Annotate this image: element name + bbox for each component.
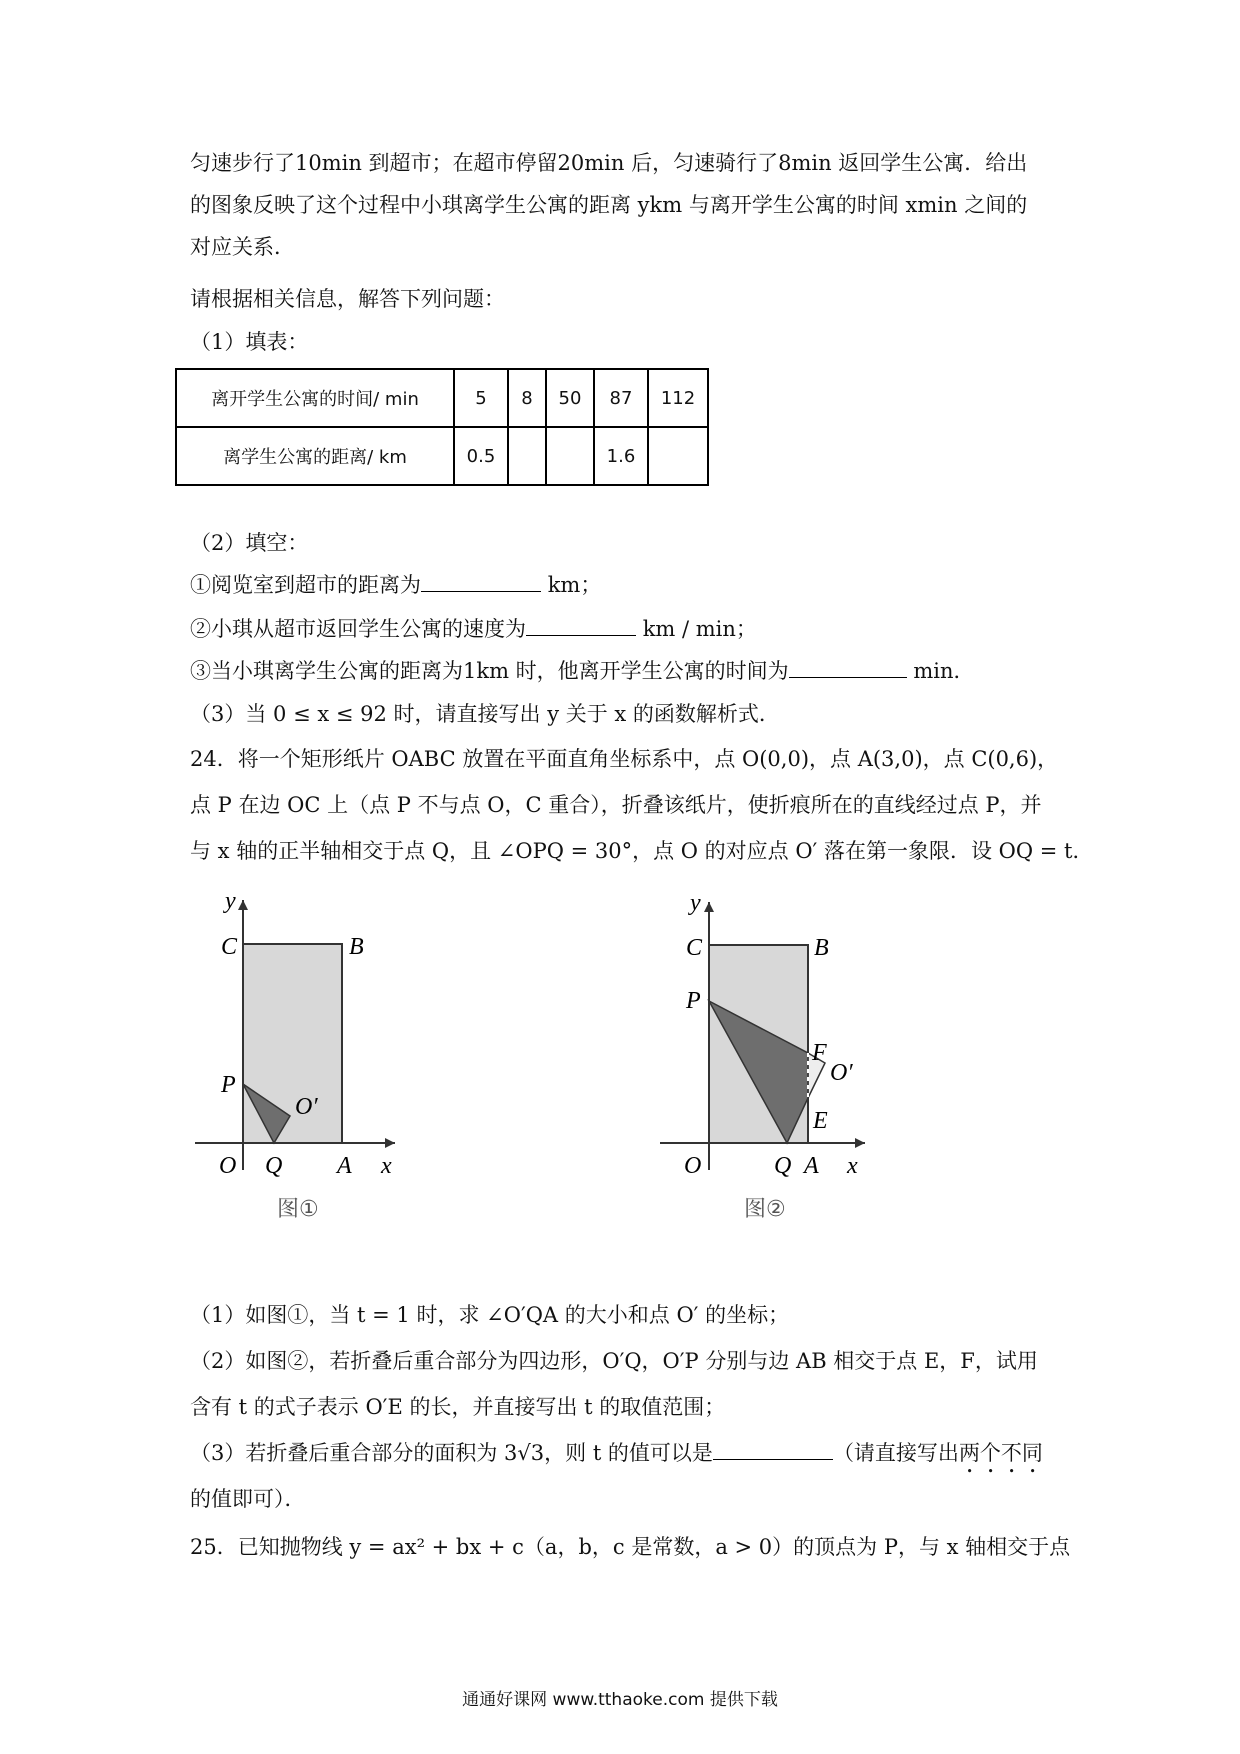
table-row: [176, 427, 708, 485]
table-cell-blank[interactable]: [648, 427, 708, 485]
problem-text: 点 P 在边 OC 上（点 P 不与点 O，C 重合），折叠该纸片，使折痕所在的直线经过点 P，并: [190, 793, 1042, 817]
label-c: C: [221, 934, 238, 960]
label-e: E: [813, 1108, 828, 1134]
x-axis-arrow: [855, 1138, 865, 1148]
table-header-cell: 离开学生公寓的时间/ min: [176, 369, 454, 427]
answer-blank[interactable]: [526, 615, 636, 636]
blank-prefix: ③当小琪离学生公寓的距离为1km 时，他离开学生公寓的时间为: [190, 659, 789, 683]
blank-prefix: ②小琪从超市返回学生公寓的速度为: [190, 617, 526, 641]
blank-unit: km / min；: [642, 617, 757, 641]
answer-blank[interactable]: [421, 571, 541, 592]
question-label: （2）填空：: [190, 531, 309, 555]
blank-unit: km；: [547, 573, 602, 597]
problem-text: 与 x 轴的正半轴相交于点 Q，且 ∠OPQ = 30°，点 O 的对应点 O′ 落在第一象限．设 OQ = t．: [190, 839, 1094, 863]
label-o-prime: O′: [295, 1094, 318, 1120]
question-label: （1）填表：: [190, 330, 309, 354]
label-p: P: [686, 988, 701, 1014]
label-o: O: [219, 1153, 237, 1179]
figure-caption: 图①: [277, 1197, 319, 1222]
label-y: y: [690, 890, 701, 916]
text-line: 请根据相关信息，解答下列问题：: [190, 287, 505, 311]
blank-suffix: （请直接写出: [832, 1441, 959, 1465]
label-o-prime: O′: [830, 1060, 853, 1086]
fill-in-table: [175, 368, 709, 486]
answer-blank[interactable]: [789, 657, 907, 678]
figure-2: [650, 880, 890, 1230]
footer-text: 通通好课网 www.tthaoke.com 提供下载: [462, 1690, 778, 1710]
text-line: 匀速步行了10min 到超市；在超市停留20min 后，匀速骑行了8min 返回学生公寓．给出: [190, 151, 1028, 175]
label-f: F: [812, 1040, 827, 1066]
sub-question: （1）如图①，当 t = 1 时，求 ∠O′QA 的大小和点 O′ 的坐标；: [190, 1303, 790, 1327]
table-cell-blank[interactable]: [546, 427, 594, 485]
question-label: （3）当 0 ≤ x ≤ 92 时，请直接写出 y 关于 x 的函数解析式．: [190, 702, 780, 726]
fill-blank-line: [190, 656, 975, 686]
label-x: x: [847, 1153, 858, 1179]
blank-prefix: （3）若折叠后重合部分的面积为 3√3，则 t 的值可以是: [190, 1441, 713, 1465]
table-cell-blank[interactable]: [508, 427, 546, 485]
label-b: B: [814, 935, 829, 961]
table-cell: 112: [648, 369, 708, 427]
label-p: P: [221, 1072, 236, 1098]
sub-question: 的值即可）．: [190, 1487, 306, 1511]
sub-question: （2）如图②，若折叠后重合部分为四边形，O′Q，O′P 分别与边 AB 相交于点 E，F，试用: [190, 1349, 1038, 1373]
table-row: [176, 369, 708, 427]
text-line: 的图象反映了这个过程中小琪离学生公寓的距离 ykm 与离开学生公寓的时间 xmin 之间的: [190, 193, 1028, 217]
blank-prefix: ①阅览室到超市的距离为: [190, 573, 421, 597]
label-b: B: [349, 934, 364, 960]
y-axis-arrow: [704, 902, 714, 912]
table-cell: 87: [594, 369, 648, 427]
emphasis-text: 两个不同: [958, 1441, 1043, 1465]
label-q: Q: [265, 1153, 283, 1179]
table-header-cell: 离学生公寓的距离/ km: [176, 427, 454, 485]
label-q: Q: [774, 1153, 792, 1179]
label-a: A: [337, 1153, 352, 1179]
label-a: A: [804, 1153, 819, 1179]
table-cell: 50: [546, 369, 594, 427]
table-cell: 1.6: [594, 427, 648, 485]
fill-blank-line: [190, 614, 757, 644]
table-cell: 8: [508, 369, 546, 427]
table-cell: 0.5: [454, 427, 508, 485]
label-o: O: [684, 1153, 702, 1179]
problem-text: 25．已知抛物线 y = ax² + bx + c（a，b，c 是常数，a > 0）的顶点为 P，与 x 轴相交于点: [190, 1535, 1071, 1559]
blank-unit: min．: [913, 659, 975, 683]
sub-question: 含有 t 的式子表示 O′E 的长，并直接写出 t 的取值范围；: [190, 1395, 726, 1419]
sub-question: [190, 1438, 1043, 1478]
y-axis-arrow: [238, 900, 248, 910]
text-line: 对应关系．: [190, 235, 295, 259]
problem-text: 24．将一个矩形纸片 OABC 放置在平面直角坐标系中，点 O(0,0)，点 A(3,0)，点 C(0,6)，: [190, 747, 1059, 771]
table-cell: 5: [454, 369, 508, 427]
label-c: C: [686, 935, 703, 961]
figure-caption: 图②: [744, 1197, 786, 1222]
x-axis-arrow: [385, 1138, 395, 1148]
label-y: y: [225, 888, 236, 914]
fill-blank-line: [190, 570, 601, 600]
figure-1: [185, 880, 415, 1230]
answer-blank[interactable]: [713, 1439, 833, 1460]
label-x: x: [381, 1153, 392, 1179]
